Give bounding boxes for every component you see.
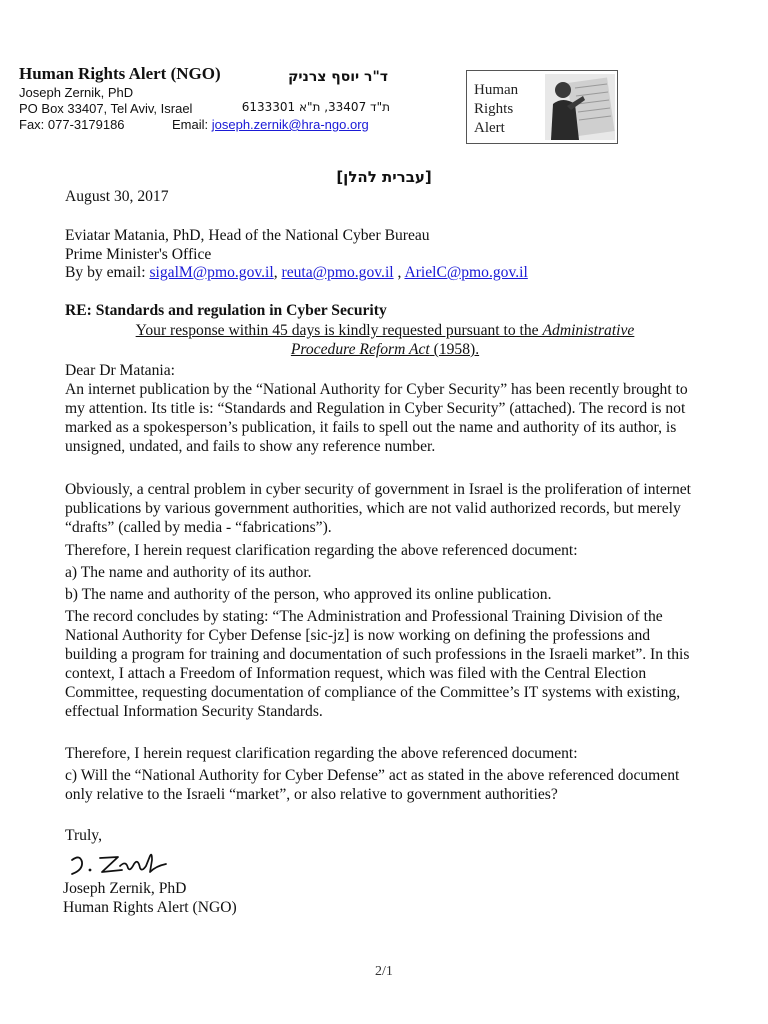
logo-word: Human bbox=[474, 82, 519, 98]
hra-logo bbox=[466, 70, 618, 144]
email-link-sigal[interactable]: sigalM@pmo.gov.il bbox=[149, 264, 274, 281]
page-number: 2/1 bbox=[375, 964, 393, 979]
author-name: Joseph Zernik, PhD bbox=[19, 85, 134, 100]
signature-name: Joseph Zernik, PhD bbox=[63, 880, 187, 897]
act-year: (1958). bbox=[429, 341, 480, 358]
closing: Truly, bbox=[65, 827, 102, 844]
act-name-part2: Procedure Reform Act bbox=[290, 341, 430, 358]
list-item: b) The name and authority of the person, who approved its online publication. bbox=[65, 586, 552, 603]
logo-word: Alert bbox=[474, 120, 505, 136]
logo-photo-icon bbox=[545, 74, 615, 140]
org-name: Human Rights Alert (NGO) bbox=[19, 64, 221, 83]
paragraph: Therefore, I herein request clarification regarding the above referenced document: bbox=[65, 542, 578, 559]
email-row bbox=[172, 117, 369, 132]
paragraph: An internet publication by the “National Authority for Cyber Security” has been recently brought to my attention. Its title is: “Standards and Regulation in Cyber Security” (attached). The record is not marked as a spokesperson’s publication, it fails to spell out the name and authority of its author, is unsigned, undated, and fails to show any reference number. bbox=[65, 381, 688, 455]
email-link-ariel[interactable]: ArielC@pmo.gov.il bbox=[404, 264, 528, 281]
handwritten-signature bbox=[66, 850, 176, 878]
paragraph: Therefore, I herein request clarification regarding the above referenced document: bbox=[65, 745, 578, 762]
list-item: c) Will the “National Authority for Cyber Defense” act as stated in the above referenced document only relative to the Israeli “market”, or also relative to government authorities? bbox=[65, 767, 680, 803]
request-text: Your response within 45 days is kindly requested pursuant to the bbox=[135, 322, 543, 339]
recipient-emails bbox=[65, 263, 705, 282]
logo-text bbox=[474, 81, 518, 138]
address: PO Box 33407, Tel Aviv, Israel bbox=[19, 101, 193, 116]
list-item: a) The name and authority of its author. bbox=[65, 564, 312, 581]
fax: Fax: 077-3179186 bbox=[19, 117, 125, 132]
paragraph: Obviously, a central problem in cyber security of government in Israel is the proliferation of internet publications by various government authorities, which are not valid authorized records, but merely “drafts” (called by media - “fabrications”). bbox=[65, 481, 692, 536]
hebrew-name: ד"ר יוסף צרניק bbox=[288, 69, 388, 85]
logo-word: Rights bbox=[474, 101, 514, 117]
hebrew-address: ת"ד 33407, ת"א 6133301 bbox=[241, 100, 390, 114]
subject-line: RE: Standards and regulation in Cyber Security bbox=[65, 302, 387, 319]
letter-date: August 30, 2017 bbox=[65, 188, 169, 205]
org-email-link[interactable]: joseph.zernik@hra-ngo.org bbox=[211, 117, 369, 132]
signature-org: Human Rights Alert (NGO) bbox=[63, 899, 237, 916]
email-prefix: By by email: bbox=[65, 264, 150, 281]
recipient-name: Eviatar Matania, PhD, Head of the National Cyber Bureau bbox=[65, 227, 430, 244]
hebrew-below-note: [עברית להלן] bbox=[336, 168, 432, 186]
email-separator: , bbox=[393, 264, 405, 281]
email-separator: , bbox=[273, 264, 282, 281]
salutation: Dear Dr Matania: bbox=[65, 362, 175, 379]
response-request bbox=[65, 321, 705, 359]
email-label: Email: bbox=[172, 117, 209, 132]
paragraph: The record concludes by stating: “The Administration and Professional Training Division of the National Authority for Cyber Defense [sic-jz] is now working on defining the professions and building a program for training and documentation of such professions in the Israeli market”. In this context, I attach a Freedom of Information request, which was filed with the Central Election Committee, requesting documentation of compliance of the Committee’s IT systems with existing, effectual Information Security Standards. bbox=[65, 608, 690, 720]
recipient-office: Prime Minister's Office bbox=[65, 246, 212, 263]
act-name-part1: Administrative bbox=[542, 322, 635, 339]
email-link-reuta[interactable]: reuta@pmo.gov.il bbox=[281, 264, 394, 281]
